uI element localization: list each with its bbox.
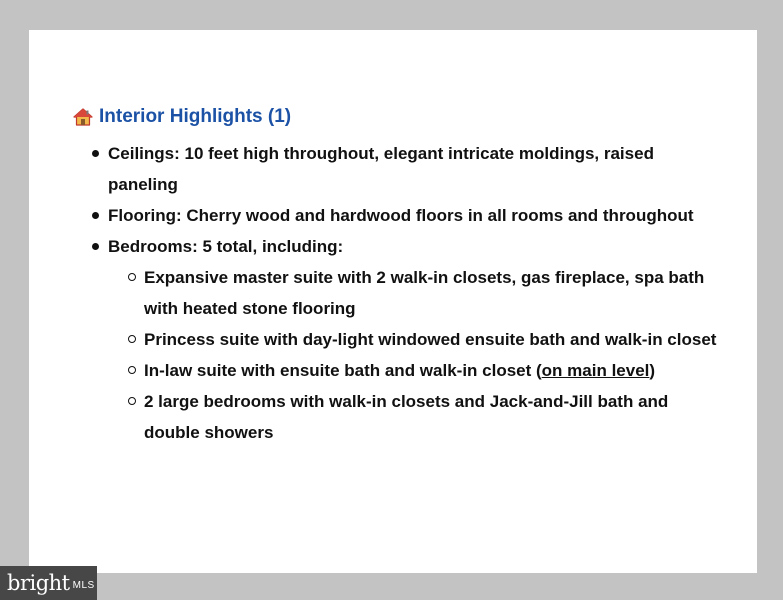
- list-item-bedrooms: [91, 231, 721, 448]
- list-item-text: Ceilings: 10 feet high throughout, elegant intricate moldings, raised paneling: [108, 144, 654, 194]
- sublist-item-text-end: ): [649, 361, 656, 380]
- list-item-text: Flooring: Cherry wood and hardwood floors in all rooms and throughout: [108, 206, 694, 225]
- sublist-item-text: Princess suite with day-light windowed ensuite bath and walk-in closet: [144, 330, 717, 349]
- list-item-ceilings: [91, 138, 721, 200]
- sublist-item-princess-suite: [108, 324, 721, 355]
- sublist-item-text: Expansive master suite with 2 walk-in closets, gas fireplace, spa bath with heated stone flooring: [144, 268, 705, 318]
- list-item-flooring: [91, 200, 721, 231]
- main-level-note: on main level: [541, 361, 650, 380]
- sublist-item-master-suite: [108, 262, 721, 324]
- sublist-item-text: 2 large bedrooms with walk-in closets and Jack-and-Jill bath and double showers: [144, 392, 669, 442]
- house-icon: [73, 107, 93, 127]
- section-title: Interior Highlights (1): [99, 106, 292, 127]
- bedrooms-sublist: [108, 262, 721, 448]
- watermark-suffix: MLS: [72, 580, 95, 591]
- highlights-list: [91, 138, 721, 448]
- sublist-item-in-law-suite: [108, 355, 721, 386]
- sublist-item-text: In-law suite with ensuite bath and walk-in closet (: [144, 361, 542, 380]
- brightmls-watermark: [0, 566, 97, 600]
- section-heading: [73, 106, 291, 128]
- watermark-brand: bright: [7, 571, 70, 595]
- list-item-text: Bedrooms: 5 total, including:: [108, 237, 344, 256]
- sublist-item-large-bedrooms: [108, 386, 721, 448]
- document-page: [29, 30, 757, 573]
